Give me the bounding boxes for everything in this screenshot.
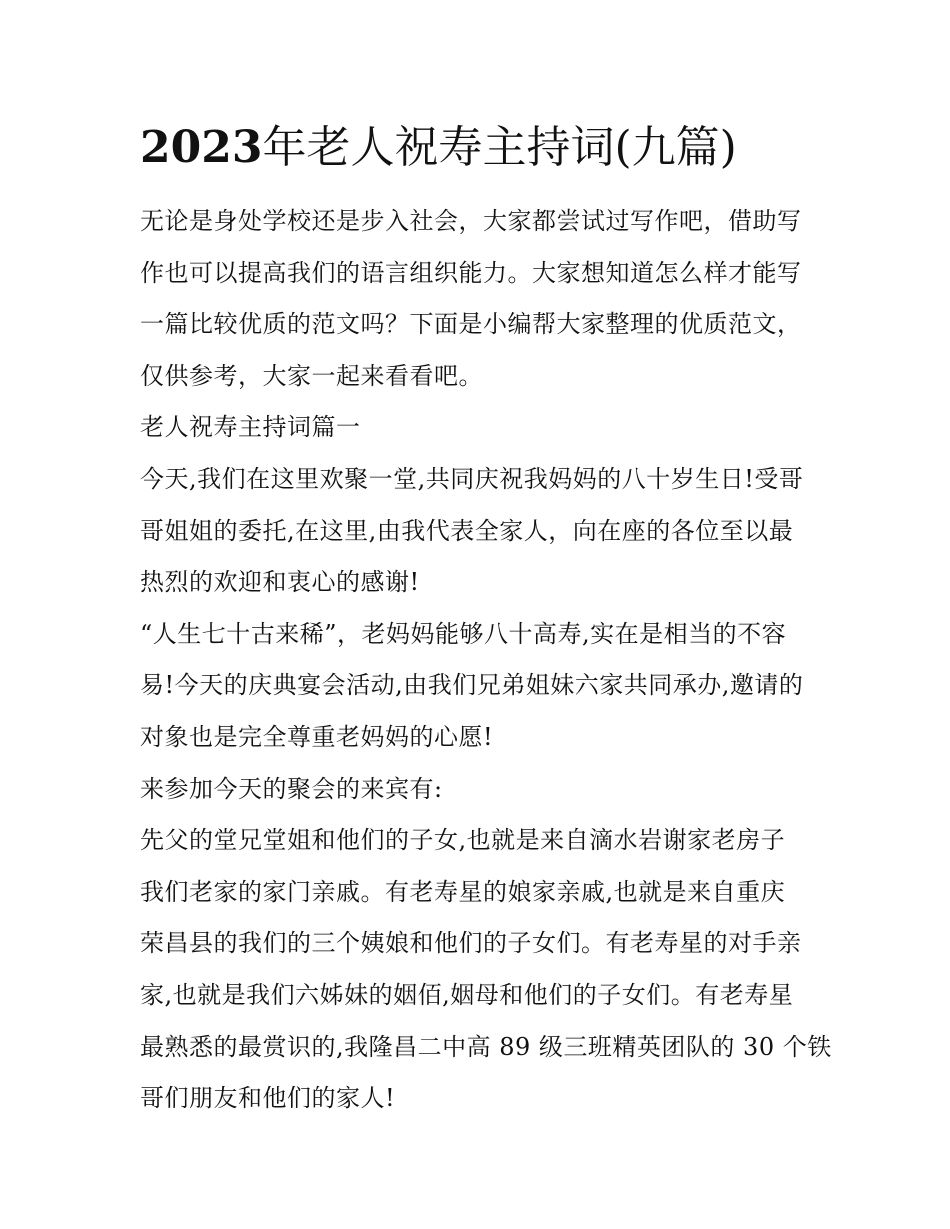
document-title [140, 118, 840, 178]
intro-line-3: 一篇比较优质的范文吗？下面是小编帮大家整理的优质范文， [140, 310, 802, 339]
intro-line-1: 无论是身处学校还是步入社会，大家都尝试过写作吧，借助写 [140, 207, 802, 235]
paragraph-line: “人生七十古来稀”，老妈妈能够八十高寿,实在是相当的不容 [140, 619, 787, 648]
paragraph-line: 对象也是完全尊重老妈妈的心愿! [140, 722, 494, 751]
intro-line-4: 仅供参考，大家一起来看看吧。 [140, 361, 483, 390]
intro-line-2: 作也可以提高我们的语言组织能力。大家想知道怎么样才能写 [140, 258, 802, 287]
paragraph-line: 哥们朋友和他们的家人! [140, 1084, 396, 1113]
paragraph-line: 哥姐姐的委托,在这里,由我代表全家人，向在座的各位至以最 [140, 516, 794, 545]
paragraph-line: 今天,我们在这里欢聚一堂,共同庆祝我妈妈的八十岁生日!受哥 [140, 464, 804, 493]
paragraph-line: 家,也就是我们六姊妹的姻佰,姻母和他们的子女们。有老寿星 [140, 980, 794, 1009]
paragraph-line: 荣昌县的我们的三个姨娘和他们的子女们。有老寿星的对手亲 [140, 929, 802, 958]
paragraph-line: 最熟悉的最赏识的,我隆昌二中高 89 级三班精英团队的 30 个铁 [140, 1032, 832, 1061]
document-body [140, 196, 832, 1125]
section-heading: 老人祝寿主持词篇一 [140, 413, 361, 442]
paragraph-line: 来参加今天的聚会的来宾有: [140, 774, 443, 803]
paragraph-line: 先父的堂兄堂姐和他们的子女,也就是来自滴水岩谢家老房子 [140, 826, 786, 855]
paragraph-line: 热烈的欢迎和衷心的感谢! [140, 568, 420, 597]
paragraph-line: 我们老家的家门亲戚。有老寿星的娘家亲戚,也就是来自重庆 [140, 877, 786, 906]
title-text: 年老人祝寿主持词(九篇) [262, 122, 737, 173]
paragraph-line: 易!今天的庆典宴会活动,由我们兄弟姐妹六家共同承办,邀请的 [140, 671, 804, 700]
title-year: 2023 [140, 122, 263, 173]
